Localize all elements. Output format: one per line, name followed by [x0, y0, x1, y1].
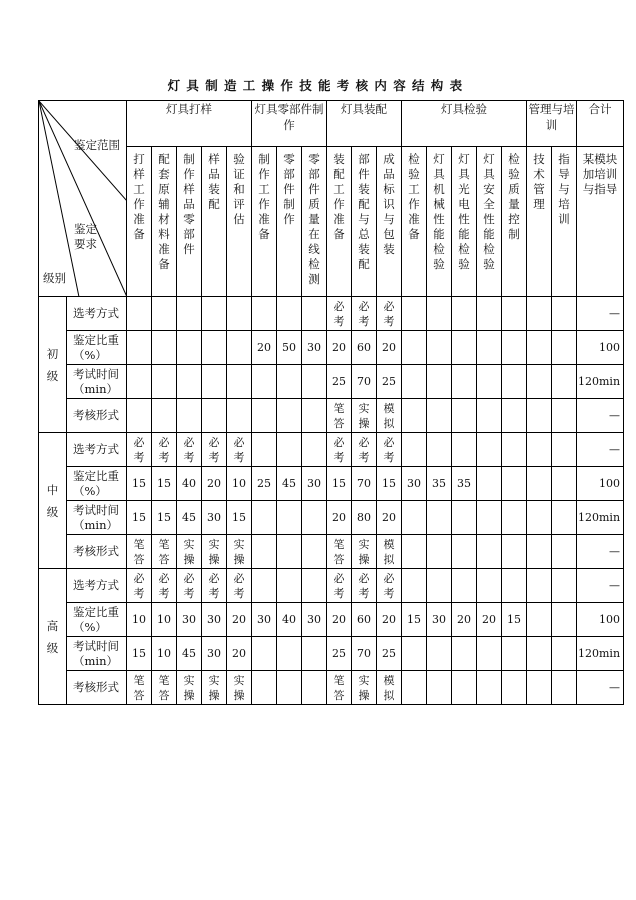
value-cell [477, 569, 502, 603]
column-header-cell: 检验工作准备 [402, 147, 427, 297]
table-row [39, 603, 624, 637]
value-cell [252, 671, 277, 705]
value-cell [127, 331, 152, 365]
value-cell: 25 [252, 467, 277, 501]
value-cell [177, 297, 202, 331]
column-header-cell: 技术管理 [527, 147, 552, 297]
document-title: 灯具制造工操作技能考核内容结构表 [167, 78, 469, 93]
value-cell: 30 [427, 603, 452, 637]
value-cell: 必考 [127, 569, 152, 603]
value-cell [452, 569, 477, 603]
value-cell: 必考 [352, 569, 377, 603]
value-cell [402, 671, 427, 705]
value-cell: 20 [327, 603, 352, 637]
value-cell: 15 [127, 637, 152, 671]
value-cell [402, 569, 427, 603]
requirement-item-cell: 考试时间（min） [67, 365, 127, 399]
column-header-cell: 灯具机械性能检验 [427, 147, 452, 297]
value-cell [252, 399, 277, 433]
value-cell [502, 569, 527, 603]
value-cell [302, 535, 327, 569]
group-header-cell: 合计 [577, 101, 624, 147]
value-cell [502, 467, 527, 501]
value-cell [452, 535, 477, 569]
column-header-cell: 验证和评估 [227, 147, 252, 297]
value-cell: 20 [477, 603, 502, 637]
value-cell [552, 637, 577, 671]
corner-header-cell [39, 101, 127, 297]
level-label: 级别 [43, 271, 66, 285]
value-cell [552, 433, 577, 467]
value-cell: — [577, 297, 624, 331]
value-cell [477, 467, 502, 501]
value-cell [277, 501, 302, 535]
value-cell [477, 331, 502, 365]
value-cell [452, 365, 477, 399]
value-cell: 40 [177, 467, 202, 501]
column-header-cell: 成品标识与包装 [377, 147, 402, 297]
value-cell [427, 535, 452, 569]
table-row [39, 365, 624, 399]
value-cell [452, 399, 477, 433]
value-cell: 必考 [127, 433, 152, 467]
value-cell: 70 [352, 365, 377, 399]
requirement-label-2: 要求 [74, 237, 97, 251]
value-cell: 30 [177, 603, 202, 637]
value-cell [552, 399, 577, 433]
value-cell [552, 535, 577, 569]
value-cell [527, 399, 552, 433]
value-cell [402, 297, 427, 331]
value-cell: 45 [177, 501, 202, 535]
value-cell [302, 297, 327, 331]
table-row [39, 433, 624, 467]
group-header-cell: 灯具打样 [127, 101, 252, 147]
requirement-item-cell: 考试时间（min） [67, 501, 127, 535]
table-row [39, 467, 624, 501]
value-cell [277, 671, 302, 705]
value-cell: 15 [152, 501, 177, 535]
value-cell: 30 [302, 603, 327, 637]
value-cell [202, 365, 227, 399]
value-cell [227, 297, 252, 331]
column-header-cell: 指导与培训 [552, 147, 577, 297]
value-cell [527, 671, 552, 705]
value-cell [452, 671, 477, 705]
value-cell [227, 399, 252, 433]
value-cell: 25 [377, 365, 402, 399]
value-cell: 笔答 [327, 671, 352, 705]
value-cell: 100 [577, 331, 624, 365]
value-cell [402, 331, 427, 365]
group-header-cell: 管理与培训 [527, 101, 577, 147]
value-cell: 20 [327, 331, 352, 365]
value-cell [552, 671, 577, 705]
requirement-item-cell: 鉴定比重（%） [67, 331, 127, 365]
value-cell: 20 [377, 331, 402, 365]
value-cell: 15 [327, 467, 352, 501]
value-cell [552, 501, 577, 535]
requirement-item-cell: 选考方式 [67, 297, 127, 331]
column-header-cell: 灯具安全性能检验 [477, 147, 502, 297]
column-header-cell: 制作工作准备 [252, 147, 277, 297]
scope-label: 鉴定范围 [74, 138, 120, 152]
value-cell: — [577, 671, 624, 705]
requirement-item-cell: 考试时间（min） [67, 637, 127, 671]
value-cell [427, 569, 452, 603]
value-cell [552, 603, 577, 637]
column-header-cell: 装配工作准备 [327, 147, 352, 297]
value-cell: — [577, 535, 624, 569]
value-cell [402, 637, 427, 671]
value-cell [477, 501, 502, 535]
value-cell [477, 637, 502, 671]
value-cell [477, 535, 502, 569]
value-cell: 模拟 [377, 671, 402, 705]
value-cell [502, 365, 527, 399]
value-cell: 70 [352, 467, 377, 501]
value-cell: 15 [227, 501, 252, 535]
value-cell [452, 331, 477, 365]
level-cell: 高级 [39, 569, 67, 705]
table-row [39, 637, 624, 671]
value-cell [152, 365, 177, 399]
value-cell [277, 569, 302, 603]
value-cell: 必考 [327, 433, 352, 467]
column-header-cell: 某模块加培训与指导 [577, 147, 624, 297]
table-row [39, 501, 624, 535]
value-cell: 15 [377, 467, 402, 501]
value-cell: 必考 [152, 433, 177, 467]
value-cell: 必考 [327, 297, 352, 331]
value-cell: — [577, 433, 624, 467]
value-cell: 40 [277, 603, 302, 637]
value-cell [252, 637, 277, 671]
value-cell: 25 [327, 637, 352, 671]
value-cell [302, 671, 327, 705]
requirement-item-cell: 考核形式 [67, 399, 127, 433]
value-cell [277, 433, 302, 467]
value-cell [302, 365, 327, 399]
value-cell: 70 [352, 637, 377, 671]
value-cell: 20 [252, 331, 277, 365]
value-cell: 必考 [152, 569, 177, 603]
value-cell: 80 [352, 501, 377, 535]
value-cell [402, 399, 427, 433]
value-cell [202, 331, 227, 365]
requirement-item-cell: 考核形式 [67, 671, 127, 705]
value-cell: 100 [577, 467, 624, 501]
value-cell: 15 [127, 467, 152, 501]
value-cell [202, 297, 227, 331]
value-cell: 35 [452, 467, 477, 501]
value-cell [277, 297, 302, 331]
value-cell: 实操 [352, 399, 377, 433]
value-cell: 25 [327, 365, 352, 399]
value-cell [502, 501, 527, 535]
value-cell: 实操 [202, 671, 227, 705]
value-cell: 30 [252, 603, 277, 637]
value-cell: 120min [577, 637, 624, 671]
value-cell [527, 603, 552, 637]
value-cell: 60 [352, 603, 377, 637]
value-cell [302, 569, 327, 603]
value-cell [502, 331, 527, 365]
requirement-item-cell: 选考方式 [67, 569, 127, 603]
value-cell: 必考 [352, 297, 377, 331]
value-cell [177, 399, 202, 433]
value-cell: 15 [402, 603, 427, 637]
value-cell [152, 297, 177, 331]
value-cell [127, 399, 152, 433]
table-row [39, 331, 624, 365]
level-cell: 中级 [39, 433, 67, 569]
value-cell [502, 671, 527, 705]
value-cell [427, 331, 452, 365]
value-cell [277, 399, 302, 433]
column-header-cell: 零部件制作 [277, 147, 302, 297]
value-cell [527, 365, 552, 399]
value-cell: 10 [227, 467, 252, 501]
value-cell [402, 365, 427, 399]
requirement-item-cell: 考核形式 [67, 535, 127, 569]
level-cell: 初级 [39, 297, 67, 433]
value-cell [477, 399, 502, 433]
value-cell: 30 [202, 603, 227, 637]
value-cell: 实操 [177, 671, 202, 705]
value-cell [252, 501, 277, 535]
group-header-cell: 灯具检验 [402, 101, 527, 147]
requirement-label-1: 鉴定 [74, 222, 97, 236]
value-cell: 45 [177, 637, 202, 671]
value-cell [252, 569, 277, 603]
requirement-item-cell: 鉴定比重（%） [67, 467, 127, 501]
value-cell [527, 467, 552, 501]
value-cell: 10 [127, 603, 152, 637]
value-cell: 120min [577, 365, 624, 399]
value-cell [477, 297, 502, 331]
value-cell [477, 671, 502, 705]
value-cell [402, 433, 427, 467]
value-cell: 笔答 [327, 535, 352, 569]
value-cell: 模拟 [377, 535, 402, 569]
value-cell [527, 433, 552, 467]
value-cell [127, 365, 152, 399]
column-header-cell: 打样工作准备 [127, 147, 152, 297]
column-header-cell: 样品装配 [202, 147, 227, 297]
value-cell [552, 365, 577, 399]
group-header-cell: 灯具装配 [327, 101, 402, 147]
value-cell [452, 297, 477, 331]
value-cell [252, 365, 277, 399]
column-header-cell: 制作样品零部件 [177, 147, 202, 297]
table-row [39, 297, 624, 331]
value-cell [552, 331, 577, 365]
value-cell: 35 [427, 467, 452, 501]
table-row [39, 535, 624, 569]
value-cell [427, 671, 452, 705]
value-cell: 必考 [352, 433, 377, 467]
value-cell: 20 [202, 467, 227, 501]
value-cell: 25 [377, 637, 402, 671]
value-cell [452, 433, 477, 467]
value-cell [427, 365, 452, 399]
value-cell [527, 569, 552, 603]
value-cell: 60 [352, 331, 377, 365]
value-cell [427, 297, 452, 331]
value-cell: 必考 [227, 433, 252, 467]
value-cell: 必考 [227, 569, 252, 603]
value-cell: 20 [377, 501, 402, 535]
group-header-row [39, 101, 624, 147]
value-cell [527, 331, 552, 365]
value-cell [527, 535, 552, 569]
value-cell [427, 399, 452, 433]
value-cell [302, 399, 327, 433]
value-cell [427, 433, 452, 467]
value-cell [202, 399, 227, 433]
table-row [39, 569, 624, 603]
value-cell [452, 501, 477, 535]
value-cell [477, 365, 502, 399]
value-cell [527, 297, 552, 331]
value-cell: 10 [152, 603, 177, 637]
value-cell: 笔答 [127, 671, 152, 705]
value-cell: 必考 [202, 433, 227, 467]
value-cell: 必考 [202, 569, 227, 603]
value-cell [152, 331, 177, 365]
value-cell: 45 [277, 467, 302, 501]
value-cell [502, 399, 527, 433]
value-cell [477, 433, 502, 467]
value-cell [502, 433, 527, 467]
group-header-cell: 灯具零部件制作 [252, 101, 327, 147]
value-cell: 20 [452, 603, 477, 637]
value-cell: 15 [127, 501, 152, 535]
value-cell: 30 [202, 637, 227, 671]
value-cell [502, 637, 527, 671]
requirement-item-cell: 选考方式 [67, 433, 127, 467]
value-cell [227, 365, 252, 399]
value-cell: 20 [227, 637, 252, 671]
value-cell [452, 637, 477, 671]
value-cell [552, 569, 577, 603]
value-cell [227, 331, 252, 365]
value-cell: 15 [152, 467, 177, 501]
value-cell: 必考 [327, 569, 352, 603]
column-header-cell: 配套原辅材料准备 [152, 147, 177, 297]
value-cell [527, 501, 552, 535]
value-cell [302, 637, 327, 671]
value-cell: 20 [327, 501, 352, 535]
value-cell: 20 [227, 603, 252, 637]
value-cell: 30 [402, 467, 427, 501]
value-cell: 100 [577, 603, 624, 637]
value-cell: 必考 [177, 569, 202, 603]
value-cell [427, 501, 452, 535]
value-cell [502, 535, 527, 569]
value-cell [502, 297, 527, 331]
value-cell: 30 [302, 331, 327, 365]
value-cell [552, 297, 577, 331]
value-cell: 实操 [352, 671, 377, 705]
value-cell: 必考 [377, 569, 402, 603]
value-cell: 必考 [177, 433, 202, 467]
value-cell: 20 [377, 603, 402, 637]
value-cell [252, 433, 277, 467]
exam-structure-table [38, 100, 624, 705]
value-cell [427, 637, 452, 671]
value-cell [177, 365, 202, 399]
value-cell [252, 535, 277, 569]
value-cell: 15 [502, 603, 527, 637]
value-cell [402, 535, 427, 569]
value-cell [277, 637, 302, 671]
value-cell: 模拟 [377, 399, 402, 433]
value-cell: 必考 [377, 433, 402, 467]
value-cell [277, 365, 302, 399]
table-row [39, 399, 624, 433]
value-cell [127, 297, 152, 331]
value-cell: 30 [302, 467, 327, 501]
value-cell: 实操 [227, 671, 252, 705]
value-cell [302, 433, 327, 467]
value-cell [177, 331, 202, 365]
value-cell: 实操 [202, 535, 227, 569]
value-cell [252, 297, 277, 331]
requirement-item-cell: 鉴定比重（%） [67, 603, 127, 637]
value-cell [402, 501, 427, 535]
value-cell: 10 [152, 637, 177, 671]
value-cell: 50 [277, 331, 302, 365]
value-cell: 实操 [177, 535, 202, 569]
value-cell: 笔答 [152, 535, 177, 569]
value-cell [277, 535, 302, 569]
value-cell [152, 399, 177, 433]
value-cell: 必考 [377, 297, 402, 331]
column-header-cell: 零部件质量在线检测 [302, 147, 327, 297]
corner-diagonal-lines [39, 101, 127, 297]
value-cell: 笔答 [327, 399, 352, 433]
value-cell: 笔答 [127, 535, 152, 569]
table-row [39, 671, 624, 705]
value-cell [552, 467, 577, 501]
value-cell: 实操 [227, 535, 252, 569]
column-header-cell: 灯具光电性能检验 [452, 147, 477, 297]
value-cell [527, 637, 552, 671]
column-header-cell: 部件装配与总装配 [352, 147, 377, 297]
value-cell: 120min [577, 501, 624, 535]
value-cell [302, 501, 327, 535]
value-cell: — [577, 569, 624, 603]
value-cell: 30 [202, 501, 227, 535]
value-cell: 笔答 [152, 671, 177, 705]
column-header-cell: 检验质量控制 [502, 147, 527, 297]
value-cell: — [577, 399, 624, 433]
value-cell: 实操 [352, 535, 377, 569]
